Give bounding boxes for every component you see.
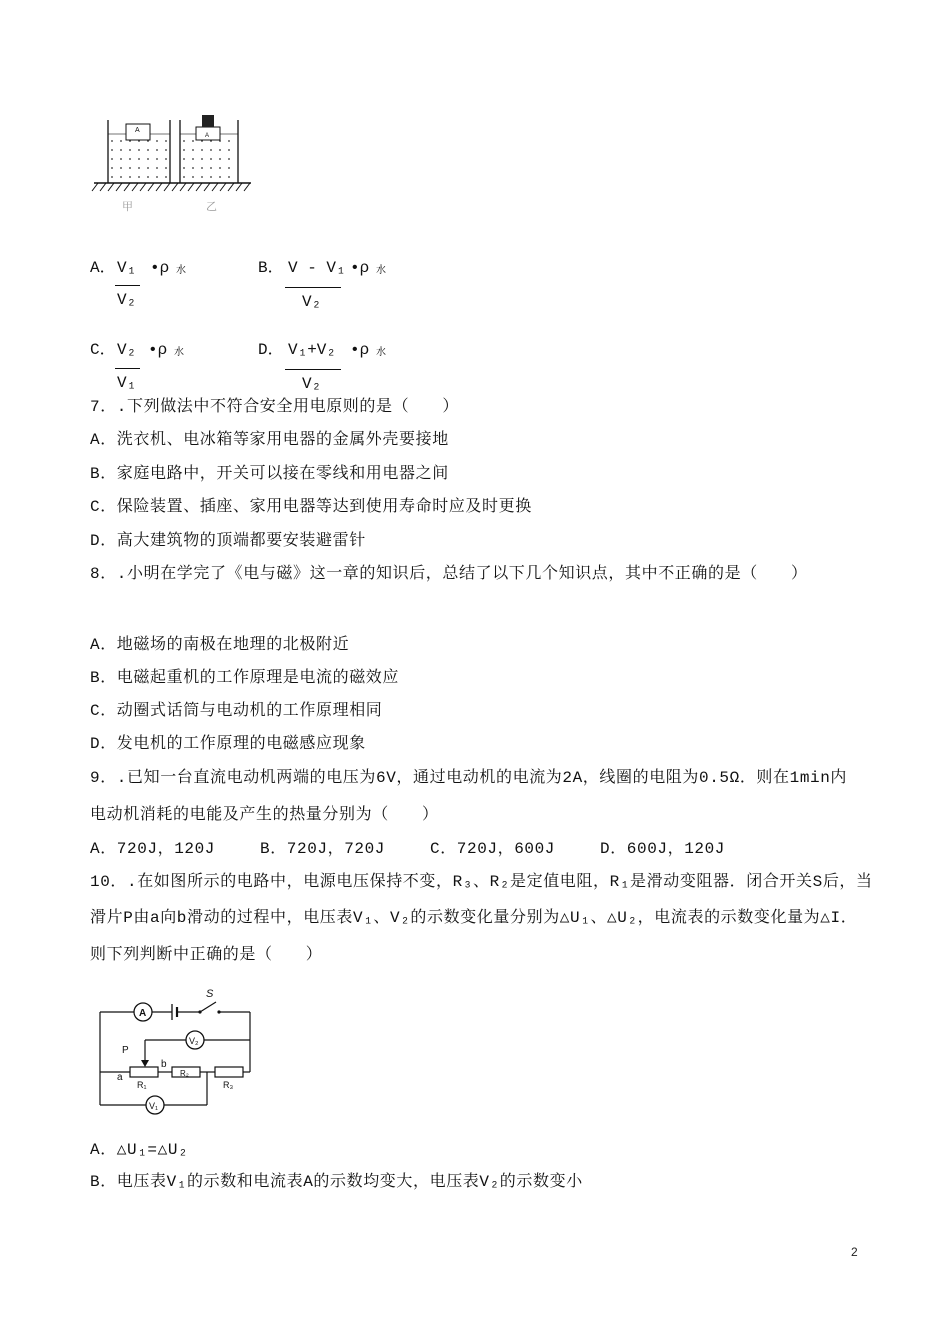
fraction-numerator: V - V₁: [288, 259, 346, 277]
fraction-bar: [285, 287, 341, 288]
buoyancy-figure: [90, 110, 255, 215]
block-a-left-label: A: [135, 127, 140, 134]
ammeter-label: A: [139, 1008, 147, 1019]
battery-icon: [172, 1004, 177, 1020]
voltmeter-v2-icon: [186, 1031, 204, 1049]
container-right: [180, 115, 238, 183]
q10-option-b: B．电压表V₁的示数和电流表A的示数均变大，电压表V₂的示数变小: [90, 1173, 583, 1191]
switch-icon: [198, 988, 220, 1014]
fraction-denominator: V₁: [117, 374, 137, 392]
label-jia: 甲: [122, 201, 133, 213]
q6-option-c: [90, 340, 240, 390]
q7-stem: 7．.下列做法中不符合安全用电原则的是（ ）: [90, 398, 460, 416]
q9-option-d: D．600J，120J: [600, 840, 726, 858]
slider-label: P: [122, 1045, 129, 1056]
option-letter: B．: [258, 259, 284, 277]
end-a-label: a: [117, 1072, 123, 1083]
weight: [202, 115, 214, 127]
option-letter: A．: [90, 259, 116, 277]
q7-option-c: C．保险装置、插座、家用电器等达到使用寿命时应及时更换: [90, 498, 532, 516]
block-a-right-label: A: [205, 133, 210, 139]
q8-option-d: D．发电机的工作原理的电磁感应现象: [90, 735, 366, 753]
q9-stem-line-1: 9．.已知一台直流电动机两端的电压为6V，通过电动机的电流为2A，线圈的电阻为0.5Ω．则在1min内: [90, 769, 848, 787]
density-subscript: 水: [376, 348, 386, 359]
circuit-figure: [95, 985, 270, 1120]
density-factor: •ρ: [148, 341, 168, 359]
ground-hatching: [92, 183, 250, 191]
switch-label: S: [206, 988, 214, 1000]
q8-option-a: A．地磁场的南极在地理的北极附近: [90, 636, 350, 654]
r3-label: R₃: [223, 1080, 234, 1090]
density-subscript: 水: [376, 266, 386, 277]
fraction-bar: [115, 285, 140, 286]
fraction-denominator: V₂: [302, 375, 322, 393]
resistor-r3: [215, 1067, 243, 1090]
voltmeter-v1-icon: [146, 1096, 164, 1114]
q6-option-b: [258, 258, 408, 311]
voltmeter-v1-label: V₁: [149, 1101, 159, 1111]
q9-stem-line-2: 电动机消耗的电能及产生的热量分别为（ ）: [90, 806, 439, 824]
density-factor: •ρ: [350, 259, 370, 277]
fraction-denominator: V₂: [302, 293, 322, 311]
q10-option-a: A．△U₁=△U₂: [90, 1141, 189, 1159]
q8-option-c: C．动圈式话筒与电动机的工作原理相同: [90, 702, 383, 720]
page-number: 2: [851, 1245, 858, 1259]
q9-option-c: C．720J，600J: [430, 840, 556, 858]
resistor-r2: [172, 1067, 200, 1078]
q7-option-b: B．家庭电路中，开关可以接在零线和用电器之间: [90, 465, 449, 483]
density-subscript: 水: [176, 266, 186, 277]
q6-option-d: [258, 340, 408, 393]
ammeter-icon: [134, 1003, 152, 1021]
q6-option-a: [90, 258, 240, 308]
fraction-numerator: V₁: [117, 259, 137, 277]
r1-label: R₁: [137, 1080, 147, 1090]
density-factor: •ρ: [350, 341, 370, 359]
container-left: [108, 120, 170, 183]
density-factor: •ρ: [150, 259, 170, 277]
fraction-bar: [285, 369, 341, 370]
q8-option-b: B．电磁起重机的工作原理是电流的磁效应: [90, 669, 400, 687]
fraction-numerator: V₁+V₂: [288, 341, 337, 359]
slider-p: [122, 1040, 149, 1067]
option-letter: D．: [258, 341, 284, 359]
rheostat-r1: [130, 1067, 158, 1090]
q10-stem-line-1: 10．.在如图所示的电路中，电源电压保持不变，R₃、R₂是定值电阻，R₁是滑动变阻器．闭合开关S后，当: [90, 873, 873, 891]
label-yi: 乙: [206, 201, 217, 213]
fraction-denominator: V₂: [117, 291, 137, 309]
density-subscript: 水: [174, 348, 184, 359]
q10-stem-line-2: 滑片P由a向b滑动的过程中，电压表V₁、V₂的示数变化量分别为△U₁、△U₂，电流表的示数变化量为△I．: [90, 909, 858, 927]
fraction-numerator: V₂: [117, 341, 137, 359]
q7-option-d: D．高大建筑物的顶端都要安装避雷针: [90, 532, 366, 550]
q8-stem: 8．.小明在学完了《电与磁》这一章的知识后，总结了以下几个知识点，其中不正确的是（ ）: [90, 565, 808, 583]
q9-option-a: A．720J，120J: [90, 840, 216, 858]
voltmeter-v2-label: V₂: [189, 1036, 199, 1046]
fraction-bar: [115, 368, 140, 369]
end-b-label: b: [161, 1059, 167, 1070]
q7-option-a: A．洗衣机、电冰箱等家用电器的金属外壳要接地: [90, 431, 449, 449]
q10-stem-line-3: 则下列判断中正确的是（ ）: [90, 946, 323, 964]
r2-label: R₂: [180, 1069, 189, 1078]
q9-option-b: B．720J，720J: [260, 840, 386, 858]
option-letter: C．: [90, 341, 116, 359]
